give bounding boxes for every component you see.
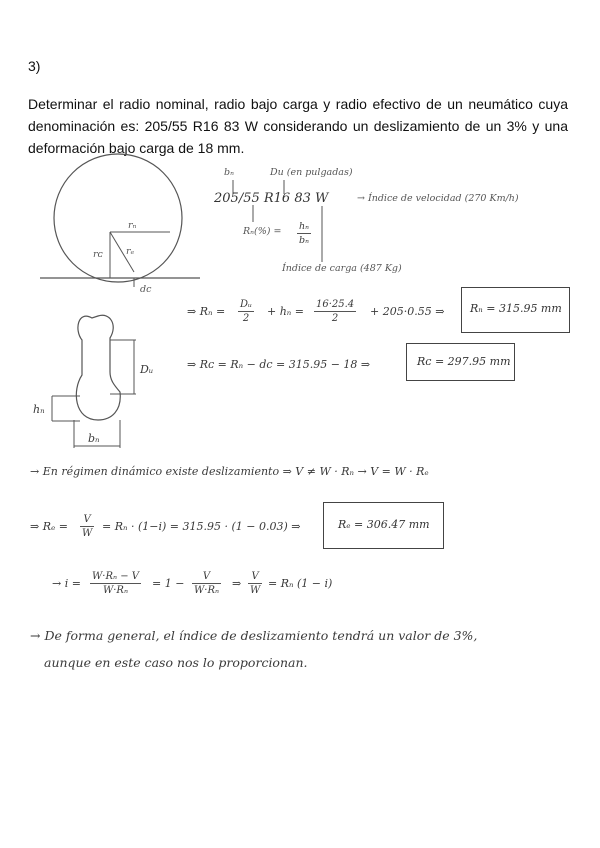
eq4-frac-num: V xyxy=(80,513,94,527)
eq4-frac-den: W xyxy=(82,528,93,539)
eq5-rest: = Rₙ (1 − i) xyxy=(268,577,333,590)
rc-diagram-label: rᴄ xyxy=(93,249,103,260)
eq1-frac2-den: 2 xyxy=(331,313,339,324)
dc-diagram-label: dc xyxy=(140,284,152,295)
rn-percent-fraction xyxy=(297,220,311,247)
eq3-text: → En régimen dinámico existe deslizamiento ⇒ V ≠ W · Rₙ → V = W · Rₑ xyxy=(30,465,429,478)
speed-index: → Índice de velocidad (270 Km/h) xyxy=(357,193,519,204)
note-line-1: → De forma general, el índice de deslizamiento tendrá un valor de 3%, xyxy=(30,628,478,643)
rn-diagram-label: rₙ xyxy=(128,220,137,231)
eq1-lhs: ⇒ Rₙ = xyxy=(187,305,226,318)
bn-label: bₙ xyxy=(224,167,234,178)
eq5-frac2-den: W·Rₙ xyxy=(194,585,220,596)
bn-diagram-label: bₙ xyxy=(88,432,100,445)
note-line-2: aunque en este caso nos lo proporcionan. xyxy=(44,655,308,670)
eq5-lhs: → i = xyxy=(52,577,81,590)
eq4-result-box xyxy=(323,502,444,549)
eq1-result-box xyxy=(461,287,570,333)
eq5-frac3-den: W xyxy=(250,585,261,596)
eq5-arrow: ⇒ xyxy=(232,577,242,590)
du-label: Du (en pulgadas) xyxy=(270,167,353,178)
eq4-frac xyxy=(80,513,94,540)
eq2-result: Rᴄ = 297.95 mm xyxy=(417,355,511,368)
hn-diagram-label: hₙ xyxy=(33,403,45,416)
eq1-frac1-den: 2 xyxy=(242,313,250,324)
rn-percent-label: Rₙ(%) = xyxy=(243,226,282,237)
eq5-frac2-num: V xyxy=(192,570,221,584)
eq4-rest: = Rₙ · (1−i) = 315.95 · (1 − 0.03) ⇒ xyxy=(102,520,301,533)
tire-code: 205/55 R16 83 W xyxy=(214,191,329,206)
eq5-frac1 xyxy=(90,570,141,597)
eq4-result: Rₑ = 306.47 mm xyxy=(338,518,430,531)
wheel-circle xyxy=(54,154,182,282)
re-diagram-label: rₑ xyxy=(126,246,135,257)
problem-number: 3) xyxy=(28,58,41,74)
eq5-frac3-num: V xyxy=(248,570,262,584)
eq5-frac1-den: W·Rₙ xyxy=(102,585,129,596)
eq5-mid: = 1 − xyxy=(152,577,185,590)
eq4-lhs: ⇒ Rₑ = xyxy=(30,520,68,533)
load-index: Índice de carga (487 Kg) xyxy=(282,263,402,274)
eq1-plus: + hₙ = xyxy=(267,305,304,318)
rn-percent-den: bₙ xyxy=(299,235,309,246)
eq1-frac2 xyxy=(314,298,356,325)
eq1-rest: + 205·0.55 ⇒ xyxy=(370,305,445,318)
eq1-frac1 xyxy=(238,298,254,325)
eq2-text: ⇒ Rᴄ = Rₙ − dc = 315.95 − 18 ⇒ xyxy=(187,358,371,371)
eq5-frac1-num: W·Rₙ − V xyxy=(92,571,139,582)
rn-percent-num: hₙ xyxy=(299,221,309,232)
problem-statement: Determinar el radio nominal, radio bajo carga y radio efectivo de un neumático cuya denominación es: 205/55 R16 83 W considerando un deslizamiento de un 3% y una deformación bajo carga de 18 mm. xyxy=(28,96,568,156)
eq1-frac1-num: Dᵤ xyxy=(240,299,253,310)
eq5-frac2 xyxy=(192,570,221,597)
eq5-frac3 xyxy=(248,570,262,597)
eq1-frac2-num: 16·25.4 xyxy=(316,299,355,310)
eq2-result-box xyxy=(406,343,515,381)
tire-section-outline xyxy=(76,315,120,420)
du-diagram-label: Dᵤ xyxy=(140,363,154,376)
eq1-result: Rₙ = 315.95 mm xyxy=(470,302,562,315)
